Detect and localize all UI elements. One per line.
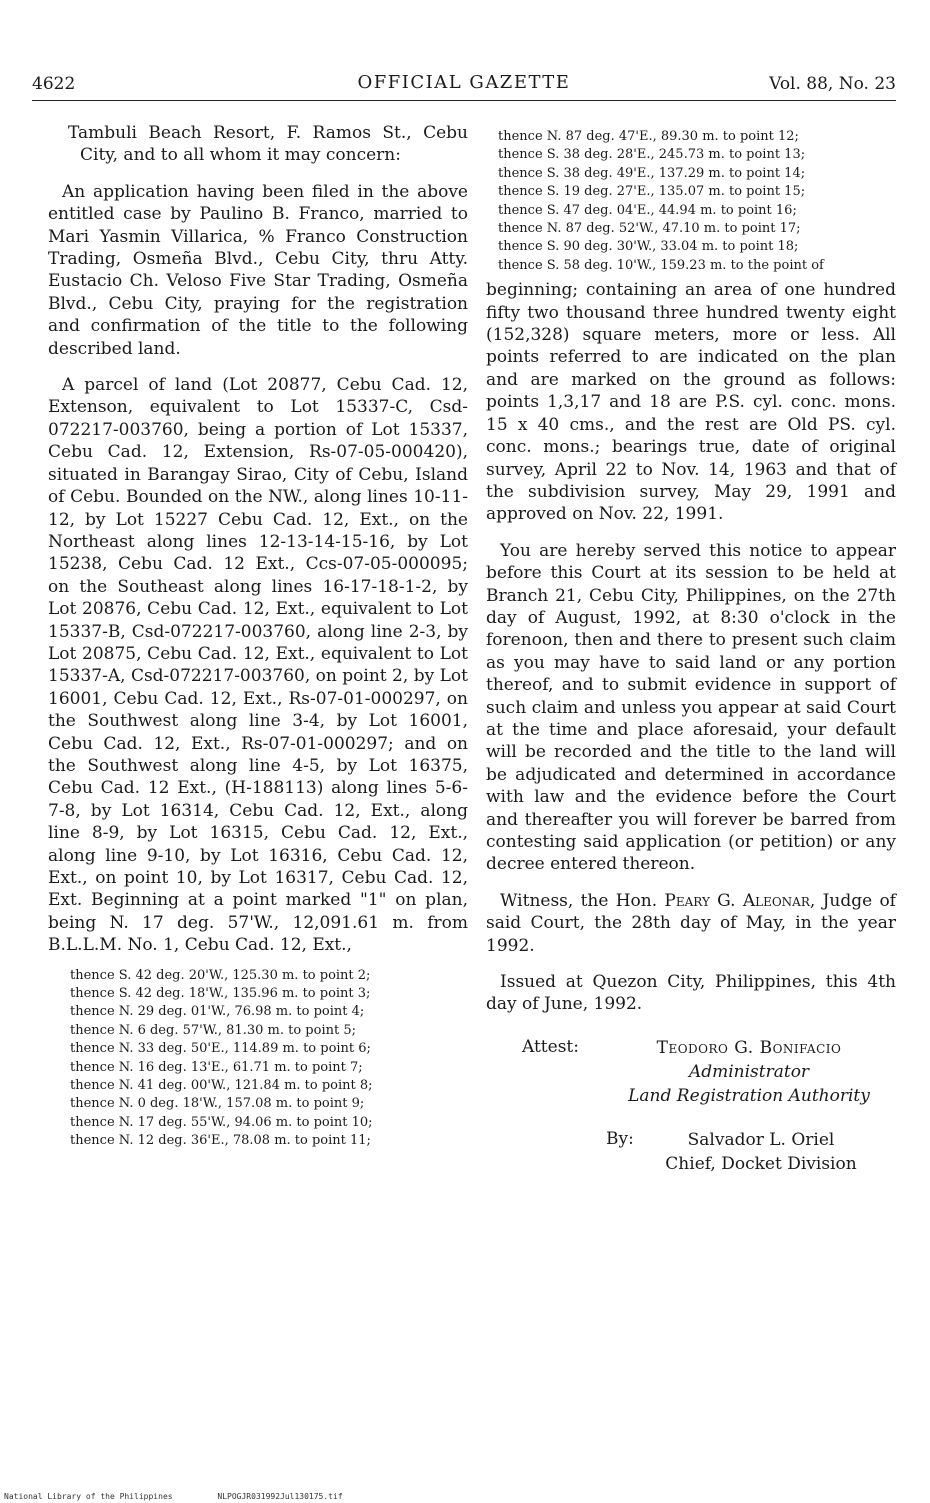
signer-administrator: [604, 1036, 894, 1108]
footer-file: NLPOGJR031992Jul130175.tif: [217, 1492, 343, 1501]
bearing-line: thence N. 0 deg. 18'W., 157.08 m. to point 9;: [70, 1096, 365, 1112]
bearing-line: thence N. 6 deg. 57'W., 81.30 m. to point 5;: [70, 1022, 356, 1038]
bearing-line: thence S. 38 deg. 49'E., 137.29 m. to point 14;: [498, 165, 806, 181]
addressee: Tambuli Beach Resort, F. Ramos St., Cebu City, and to all whom it may concern:: [68, 123, 468, 166]
bearing-line: thence S. 58 deg. 10'W., 159.23 m. to the point of: [498, 257, 824, 273]
bearings-list-right: [498, 128, 896, 275]
signer1-org: Land Registration Authority: [628, 1085, 870, 1106]
land-description-paragraph: A parcel of land (Lot 20877, Cebu Cad. 12, Extenson, equivalent to Lot 15337-C, Csd-072217-003760, being a portion of Lot 15337, Cebu Cad. 12, Extension, Rs-07-05-000420), situated in Barangay Sirao, City of Cebu, Island of Cebu. Bounded on the NW., along lines 10-11-12, by Lot 15227 Cebu Cad. 12, Ext., on the Northeast along lines 12-13-14-15-16, by Lot 15238, Cebu Cad. 12 Ext., Ccs-07-05-000095; on the Southeast along lines 16-17-18-1-2, by Lot 20876, Cebu Cad. 12, Ext., equivalent to Lot 15337-B, Csd-072217-003760, along line 2-3, by Lot 20875, Cebu Cad. 12, Ext., equivalent to Lot 15337-A, Csd-072217-003760, on point 2, by Lot 16001, Cebu Cad. 12, Ext., Rs-07-01-000297, on the Southwest along line 3-4, by Lot 16001, Cebu Cad. 12, Ext., Rs-07-01-000297; and on the Southwest along line 4-5, by Lot 16375, Cebu Cad. 12 Ext., (H-188113) along lines 5-6-7-8, by Lot 16314, Cebu Cad. 12, Ext., along line 8-9, by Lot 16315, Cebu Cad. 12, Ext., along line 9-10, by Lot 16316, Cebu Cad. 12, Ext., on point 10, by Lot 16317, Cebu Cad. 12, Ext. Beginning at a point marked "1" on plan, being N. 17 deg. 57'W., 12,091.61 m. from B.L.L.M. No. 1, Cebu Cad. 12, Ext.,: [48, 375, 468, 956]
issued-paragraph: Issued at Quezon City, Philippines, this 4th day of June, 1992.: [486, 972, 896, 1015]
left-column: [48, 122, 468, 1151]
bearing-line: thence S. 38 deg. 28'E., 245.73 m. to point 13;: [498, 147, 806, 163]
bearing-line: thence N. 16 deg. 13'E., 61.71 m. to point 7;: [70, 1059, 363, 1075]
attest-label: Attest:: [522, 1036, 579, 1057]
signer1-title: Administrator: [688, 1061, 810, 1082]
page-header: [32, 62, 896, 102]
page-number: 4622: [32, 74, 76, 94]
judge-name: Peary G. Aleonar,: [664, 890, 816, 911]
signer-docket-chief: [636, 1128, 886, 1176]
footer-library: National Library of the Philippines: [4, 1492, 173, 1501]
area-description-paragraph: beginning; containing an area of one hundred fifty two thousand three hundred twenty eight (152,328) square meters, more or less. All points referred to are indicated on the plan and are marked on the ground as follows: points 1,3,17 and 18 are P.S. cyl. conc. mons. 15 x 40 cms., and the rest are Old PS. cyl. conc. mons.; bearings true, date of original survey, April 22 to Nov. 14, 1963 and that of the subdivision survey, May 29, 1991 and approved on Nov. 22, 1991.: [486, 280, 896, 525]
signer2-name: Salvador L. Oriel: [687, 1129, 835, 1150]
application-paragraph: An application having been filed in the above entitled case by Paulino B. Franco, married to Mari Yasmin Villarica, % Franco Construction Trading, Osmeña Blvd., Cebu City, thru Atty. Eustacio Ch. Veloso Five Star Trading, Osmeña Blvd., Cebu City, praying for the registration and confirmation of the title to the following described land.: [48, 181, 468, 359]
notice-paragraph: You are hereby served this notice to appear before this Court at its session to be held at Branch 21, Cebu City, Philippines, on the 27th day of August, 1992, at 8:30 o'clock in the forenoon, then and there to present such claim as you may have to said land or any portion thereof, and to submit evidence in support of such claim and unless you appear at said Court at the time and place aforesaid, your default will be recorded and the title to the land will be adjudicated and determined in accordance with law and the evidence before the Court and thereafter you will forever be barred from contesting said application (or petition) or any decree entered thereon.: [486, 540, 896, 875]
by-label: By:: [606, 1128, 634, 1149]
bearing-line: thence N. 33 deg. 50'E., 114.89 m. to point 6;: [70, 1041, 371, 1057]
witness-text-post: Judge of said Court, the 28th day of May, in the year 1992.: [486, 890, 896, 956]
bearing-line: thence S. 42 deg. 20'W., 125.30 m. to point 2;: [70, 967, 371, 983]
header-rule: [32, 100, 896, 101]
by-block: [486, 1128, 896, 1188]
volume-number: Vol. 88, No. 23: [769, 74, 896, 94]
bearing-line: thence S. 19 deg. 27'E., 135.07 m. to point 15;: [498, 184, 806, 200]
bearing-line: thence S. 42 deg. 18'W., 135.96 m. to point 3;: [70, 986, 371, 1002]
scan-footer: [4, 1492, 383, 1501]
witness-text-pre: Witness, the Hon.: [500, 890, 665, 911]
bearing-line: thence N. 41 deg. 00'W., 121.84 m. to point 8;: [70, 1078, 373, 1094]
bearing-line: thence N. 17 deg. 55'W., 94.06 m. to point 10;: [70, 1114, 373, 1130]
bearing-line: thence N. 87 deg. 47'E., 89.30 m. to point 12;: [498, 129, 799, 144]
right-column: [486, 128, 896, 1188]
bearing-line: thence S. 47 deg. 04'E., 44.94 m. to point 16;: [498, 202, 797, 218]
bearing-line: thence S. 90 deg. 30'W., 33.04 m. to point 18;: [498, 239, 799, 255]
bearing-line: thence N. 87 deg. 52'W., 47.10 m. to point 17;: [498, 221, 801, 237]
signer2-title: Chief, Docket Division: [665, 1153, 857, 1174]
bearings-list-left: [70, 967, 468, 1151]
witness-paragraph: [486, 890, 896, 957]
bearing-line: thence N. 12 deg. 36'E., 78.08 m. to point 11;: [70, 1133, 371, 1149]
signer1-name: Teodoro G. Bonifacio: [656, 1037, 842, 1058]
publication-title: OFFICIAL GAZETTE: [357, 72, 571, 93]
bearing-line: thence N. 29 deg. 01'W., 76.98 m. to point 4;: [70, 1004, 365, 1020]
